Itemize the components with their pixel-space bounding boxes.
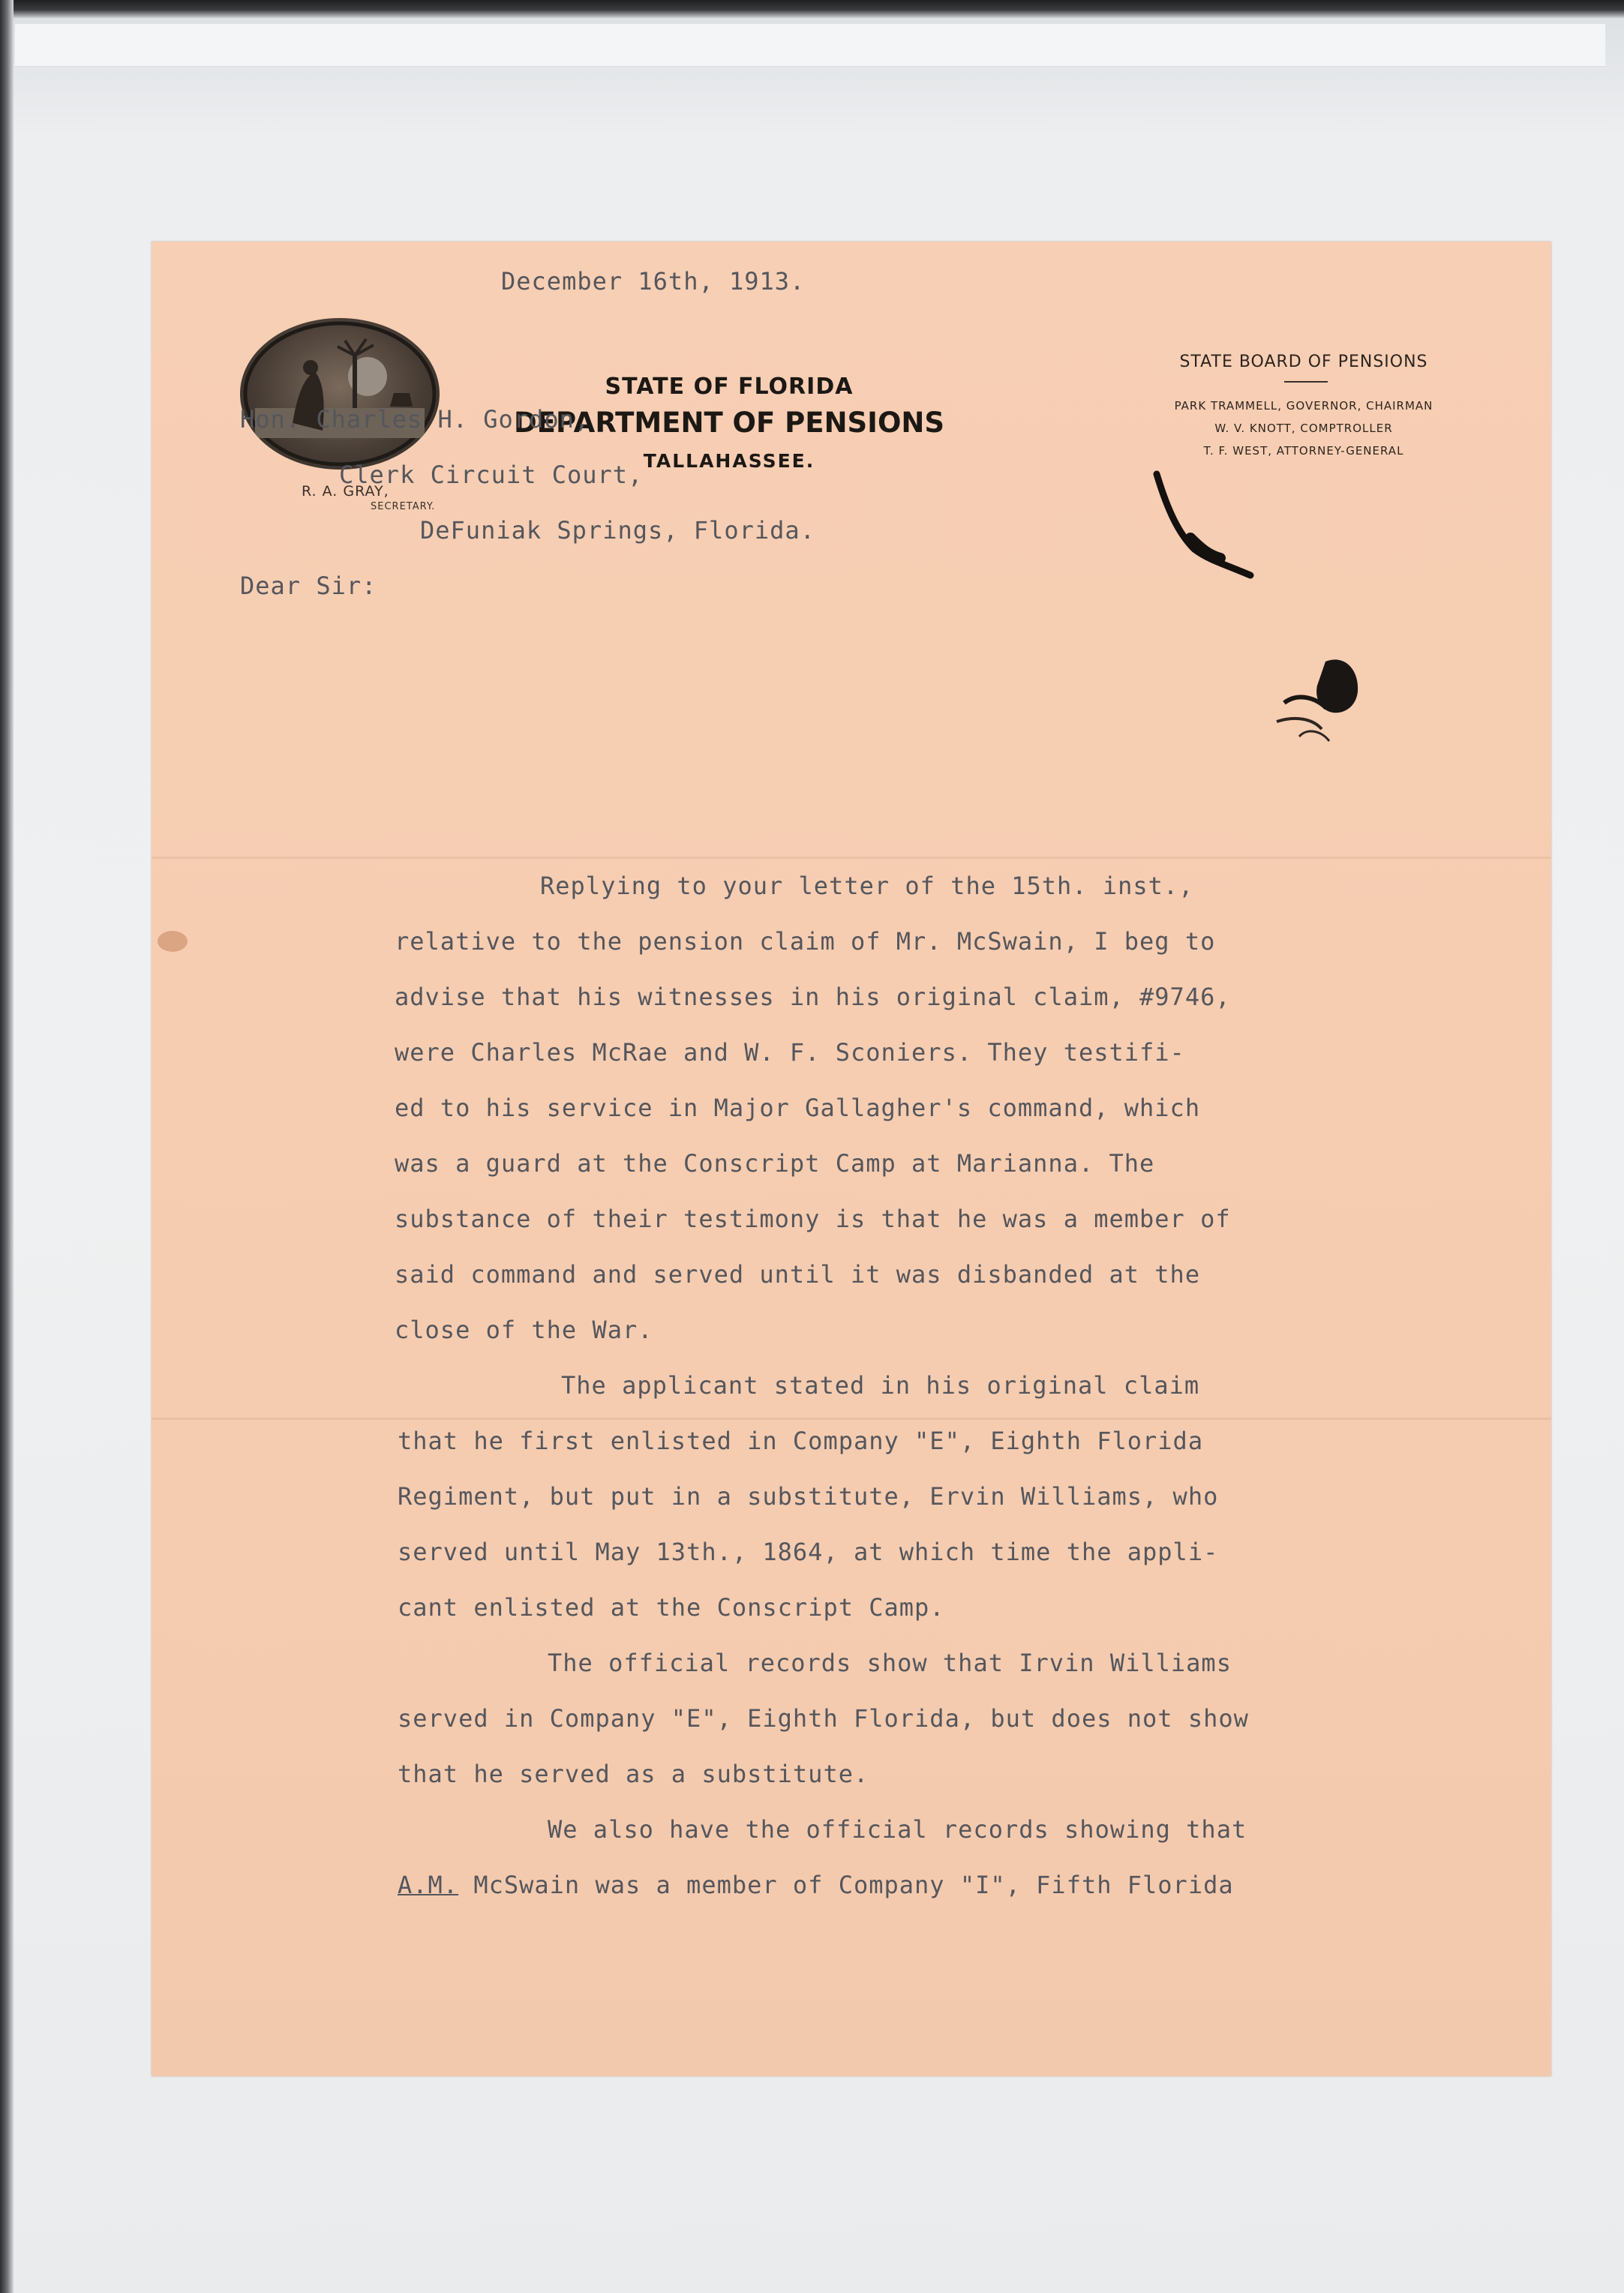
ink-stroke-mark (1149, 467, 1299, 579)
body-line: served until May 13th., 1864, at which time the appli- (398, 1538, 1219, 1566)
body-line: were Charles McRae and W. F. Sconiers. They testifi- (395, 1038, 1185, 1067)
fold-line (152, 857, 1551, 859)
body-line: was a guard at the Conscript Camp at Marianna. The (395, 1149, 1155, 1178)
board-title: STATE BOARD OF PENSIONS (1179, 353, 1428, 371)
body-line: advise that his witnesses in his original claim, #9746, (395, 983, 1231, 1011)
paper-strip (15, 24, 1605, 67)
state-seal-image (240, 318, 440, 470)
recipient-city: DeFuniak Springs, Florida. (420, 516, 815, 545)
body-line-last (398, 1871, 1234, 1899)
body-line: The official records show that Irvin Williams (548, 1649, 1232, 1677)
body-line: The applicant stated in his original claim (561, 1371, 1200, 1400)
body-line: substance of their testimony is that he was a member of (395, 1205, 1231, 1233)
board-member: T. F. WEST, ATTORNEY-GENERAL (1203, 444, 1404, 458)
body-line: close of the War. (395, 1316, 653, 1344)
board-divider (1284, 381, 1328, 383)
letterhead-state: STATE OF FLORIDA (605, 374, 854, 400)
scanner-top-edge (0, 0, 1624, 18)
body-line: relative to the pension claim of Mr. McSwain, I beg to (395, 927, 1216, 956)
body-line: ed to his service in Major Gallagher's command, which (395, 1094, 1201, 1122)
fold-line (152, 1418, 1551, 1420)
body-line: served in Company "E", Eighth Florida, but does not show (398, 1704, 1249, 1733)
scanner-left-edge (0, 0, 14, 2293)
body-line: that he first enlisted in Company "E", Eighth Florida (398, 1427, 1204, 1455)
initials-underlined: A.M. (398, 1871, 459, 1899)
body-line: that he served as a substitute. (398, 1760, 869, 1788)
letterhead-department: DEPARTMENT OF PENSIONS (513, 407, 945, 439)
salutation: Dear Sir: (240, 572, 377, 600)
board-member: PARK TRAMMELL, GOVERNOR, CHAIRMAN (1174, 399, 1433, 413)
recipient-name: Hon. Charles H. Gordon, (240, 405, 590, 434)
body-line: We also have the official records showing that (548, 1815, 1247, 1844)
letterhead-city: TALLAHASSEE. (643, 450, 815, 472)
body-line: cant enlisted at the Conscript Camp. (398, 1593, 945, 1622)
stain-mark (152, 923, 197, 960)
body-line: Replying to your letter of the 15th. inst., (540, 872, 1194, 900)
secretary-name: R. A. GRAY, (302, 483, 389, 500)
body-line: said command and served until it was disbanded at the (395, 1260, 1201, 1289)
board-member: W. V. KNOTT, COMPTROLLER (1214, 422, 1393, 435)
body-line-last-text: McSwain was a member of Company "I", Fifth Florida (473, 1871, 1234, 1899)
recipient-office: Clerk Circuit Court, (339, 461, 644, 489)
secretary-title: SECRETARY. (371, 501, 436, 512)
ink-smudge-mark (1254, 647, 1382, 752)
letter-date: December 16th, 1913. (501, 267, 806, 296)
body-line: Regiment, but put in a substitute, Ervin Williams, who (398, 1482, 1219, 1511)
